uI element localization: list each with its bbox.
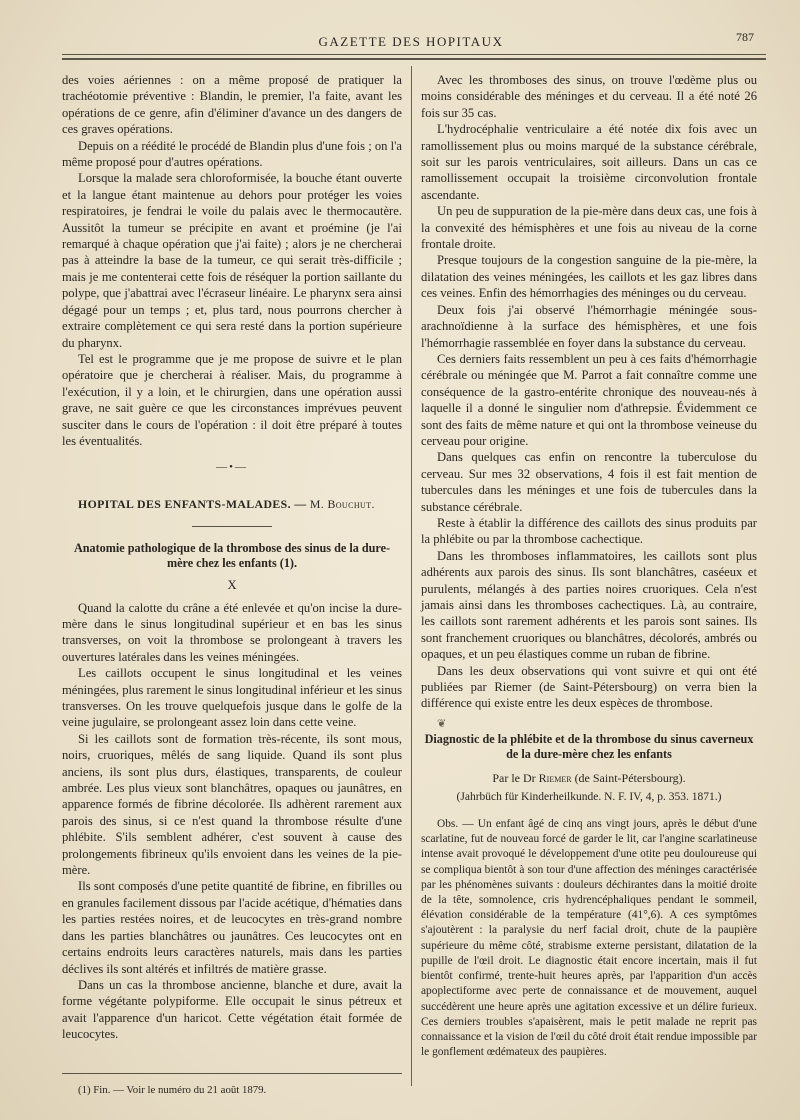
paragraph: Un peu de suppuration de la pie-mère dans deux cas, une fois à la convexité des hémisphères et une fois au niveau de la corne frontale droite. [421,204,757,252]
page-header [60,26,762,54]
chapter-number: X [227,578,237,593]
ornament-icon: ❦ [437,717,447,730]
header-rule-double [62,58,766,60]
paragraph: Ces derniers faits ressemblent un peu à ces faits d'hémorrhagie cérébrale ou méningée que M. Parrot a fait connaître comme une conséquence de la gastro-entérite chronique des nouveau-nés à laquelle il a donné le singulier nom d'athrepsie. Évidemment ce sont des faits de même nature et qui ont la thrombose veineuse du cerveau pour origine. [421,351,757,448]
paragraph: Depuis on a réédité le procédé de Blandin plus d'une fois ; on l'a même proposé pour d'autres opérations. [62,138,402,170]
paragraph: L'hydrocéphalie ventriculaire a été notée dix fois avec un ramollissement plus ou moins marqué de la substance cérébrale, soit sur les parois ventriculaires, soit ailleurs. Dans un cas ce ramollissement occupait la troisième circonvolution frontale ascendante. [421,122,757,202]
footnote: (1) Fin. — Voir le numéro du 21 août 1879. [78,1083,267,1096]
heading-rule [192,526,272,527]
section-author: M. Bouchut. [309,496,375,511]
observation-text: Obs. — Un enfant âgé de cinq ans vingt jours, après le début d'une scarlatine, fut de nouveau forcé de garder le lit, car l'angine scarlatineuse intense avait provoqué le développement d'une otite peu douloureuse qui se compliqua bientôt à son tour d'une affection des méninges caractérisée par les phénomènes suivants : douleurs déchirantes dans la moitié droite de la tête, somnolence, cris hydrencéphaliques pendant le sommeil, élévation considérable de la température (41°,6). A ces symptômes s'ajoutèrent : la paralysie du nerf facial droit, chute de la paupière supérieure du même côté, strabisme externe persistant, dilatation de la pupille de l'œil droit. Le diagnostic était encore incertain, mais il fut bientôt confirmé, trente-huit heures après, par l'apparition d'un accès apoplectiforme avec perte de connaissance et de mouvement, auquel succédèrent une heure après une agitation excessive et un délire furieux. Ces derniers troubles s'apaisèrent, mais le petit malade ne reprit pas connaissance et la vision de l'œil du côté droit était rendue impossible par le gonflement œdémateux des paupières. [421,818,757,1059]
article-title: Diagnostic de la phlébite et de la thrombose du sinus caverneux de la dure-mère chez les enfants [424,732,754,762]
paragraph: Dans les deux observations qui vont suivre et qui ont été publiées par Riemer (de Saint-Pétersbourg) on verra bien la différence qui existe entre les deux espèces de thrombose. [421,663,757,711]
paragraph: Avec les thromboses des sinus, on trouve l'œdème plus ou moins considérable des méninges et du cerveau. Il a été noté 26 fois sur 35 cas. [421,73,757,120]
section-separator: —•— [216,461,248,474]
paragraph: Dans les thromboses inflammatoires, les caillots sont plus adhérents aux parois des sinus. Ils sont blanchâtres, caséeux et purulents, mélangés à des parties noires cruoriques. Cela n'est jamais ainsi dans les thromboses cachectiques. Là, au contraire, les caillots sont rarement adhérents et les parois sont saines. Ils sont franchement cruoriques ou blanchâtres, décolorés, ambrés ou opaques, et un peu élastiques comme un ruban de fibrine. [421,548,757,662]
byline-suffix: (de Saint-Pétersbourg). [574,771,686,786]
paragraph: Si les caillots sont de formation très-récente, ils sont mous, noirs, cruoriques, mêlés de sang liquide. Quand ils sont plus anciens, ils sont plus durs, élastiques, transparents, de couleur ambrée. Les plus vieux sont blanchâtres, opaques ou jaunâtres, en apparence formés de fibrine décolorée. Ils adhèrent rarement aux parois des sinus, si ce n'est quand la thrombose résulte d'une phlébite. S'ils semblent adhérer, c'est souvent à cause des prolongements fibrineux qu'ils envoient dans les veines de la pie-mère. [62,731,402,878]
right-column [421,72,757,1060]
paragraph: Deux fois j'ai observé l'hémorrhagie méningée sous-arachnoïdienne à la surface des hémisphères, et une fois l'hémorrhagie rassemblée en foyer dans la substance du cerveau. [421,302,757,350]
header-rule [62,54,766,55]
observation-block [421,817,757,1060]
column-divider [411,66,412,1086]
paragraph: Dans un cas la thrombose ancienne, blanche et dure, avait la forme végétante polypiforme. Elle occupait le sinus pétreux et avait l'apparence d'un haricot. Cette végétation était formée de leucocytes. [62,977,402,1042]
paragraph: Presque toujours de la congestion sanguine de la pie-mère, la dilatation des veines méningées, les caillots et les gaz libres dans ces veines. Enfin des hémorrhagies des méninges ou du cerveau. [421,253,757,301]
paragraph: Lorsque la malade sera chloroformisée, la bouche étant ouverte et la langue étant maintenue au dehors pour protéger les voies respiratoires, je fendrai le voile du palais avec le thermocautère. Aussitôt la tumeur se précipite en avant et proémine (je l'ai remarqué à chaque opération que j'ai faite) ; alors je ne chercherai pas à atteindre la base de la tumeur, ce qui serait très-difficile ; mais je me contenterai cette fois de réséquer la portion saillante du polype, que j'abattrai avec l'écraseur linéaire. Le pharynx sera ainsi dégagé pour un temps ; et, plus tard, nous pourrons chercher à extraire complètement ce qui sera resté dans la portion supérieure du pharynx. [62,171,402,350]
section-title: HOPITAL DES ENFANTS-MALADES. — [78,496,307,511]
journal-title: GAZETTE DES HOPITAUX [318,34,504,49]
left-column [62,72,402,1098]
article-title: Anatomie pathologique de la thrombose des sinus de la dure-mère chez les enfants (1). [73,541,391,571]
paragraph: Reste à établir la différence des caillots des sinus produits par la phlébite ou par la thrombose cachectique. [421,515,757,547]
paragraph: des voies aériennes : on a même proposé de pratiquer la trachéotomie préventive : Blandin, le premier, l'a faite, avant les opérations de ce genre, afin d'éliminer d'avance un des dangers de ces graves opérations. [62,73,402,137]
page-number: 787 [736,30,754,44]
byline-prefix: Par le Dr [492,771,536,786]
byline [421,770,757,786]
paragraph: Tel est le programme que je me propose de suivre et le plan opératoire que je chercherai à réaliser. Mais, du programme à l'exécution, il y a loin, et le chirurgien, dans une opération aussi grave, ne sait guère ce que les circonstances imprévues peuvent susciter dans le cours de l'opération : il doit être préparé à toutes les éventualités. [62,351,402,448]
paragraph: Quand la calotte du crâne a été enlevée et qu'on incise la dure-mère dans le sinus longitudinal supérieur et en bas les sinus transverses, on voit la thrombose se prolongeant à travers les ouvertures latérales dans les veines méningées. [62,600,402,664]
citation: (Jahrbüch für Kinderheilkunde. N. F. IV, 4, p. 353. 1871.) [456,790,722,803]
paragraph: Dans quelques cas enfin on rencontre la tuberculose du cerveau. Sur mes 32 observations, 4 fois il est fait mention de tubercules dans les méninges et une fois de tubercules dans la substance cérébrale. [421,450,757,514]
paragraph: Les caillots occupent le sinus longitudinal et les veines méningées, plus rarement le sinus longitudinal inférieur et les sinus transverses. On les trouve quelquefois jusque dans le golfe de la veine jugulaire, se prolongeant assez loin dans cette veine. [62,666,402,730]
paragraph: Ils sont composés d'une petite quantité de fibrine, en fibrilles ou en granules facilement dissous par l'acide acétique, d'hématies dans les parties restées noires, et de leucocytes en très-grand nombre dans les parties blanchâtres ou jaunâtres. Ces leucocytes ont en certains endroits leurs caractères naturels, mais dans les parties déclives ils sont altérés et infiltrés de matière grasse. [62,879,402,976]
footnote-rule [62,1073,402,1074]
section-heading [62,496,402,512]
author-name: Riemer [538,771,572,786]
